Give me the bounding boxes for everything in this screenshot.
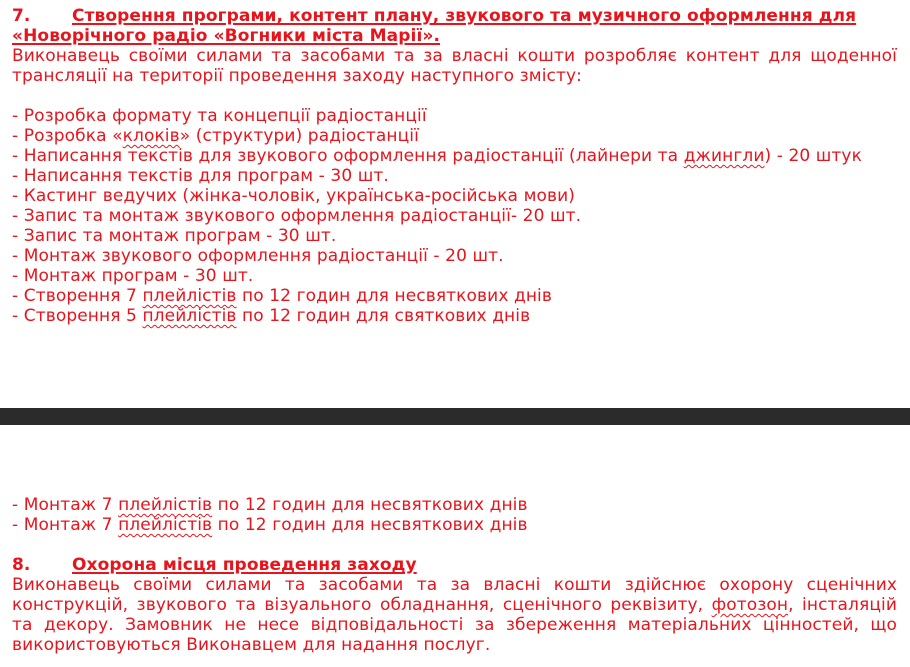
spellcheck-word: джингли	[683, 146, 765, 166]
list-item-text: - Створення 7	[12, 286, 143, 306]
continuation-list	[12, 495, 897, 535]
list-item-text: - Написання текстів для програм - 30 шт.	[12, 166, 389, 186]
list-item-text-end: по 12 годин для несвяткових днів	[212, 495, 528, 515]
list-item-text: - Монтаж 7	[12, 495, 119, 515]
list-item	[12, 226, 897, 246]
list-item	[12, 126, 897, 146]
spellcheck-word: плейлістів	[118, 515, 213, 535]
list-item-text-end: » (структури) радіостанції	[179, 126, 419, 146]
list-item-text-end: ) - 20 штук	[764, 146, 862, 166]
list-item-text-end: по 12 годин для несвяткових днів	[212, 515, 528, 535]
spellcheck-word: клоків	[122, 126, 180, 146]
list-item	[12, 246, 897, 266]
spellcheck-word: плейлістів	[142, 286, 237, 306]
section-7-list	[12, 106, 897, 326]
list-item	[12, 106, 897, 126]
list-item	[12, 495, 897, 515]
section-8-body	[12, 575, 897, 655]
section-7	[12, 6, 897, 326]
blank-line	[12, 86, 897, 106]
list-item-text: - Розробка «	[12, 126, 123, 146]
list-item	[12, 286, 897, 306]
list-item-text: - Написання текстів для звукового оформлення радіостанції (лайнери та	[12, 146, 684, 166]
list-item	[12, 306, 897, 326]
section-8-title: Охорона місця проведення заходу	[72, 555, 417, 575]
section-7-number: 7.	[12, 6, 31, 26]
list-item-text: - Розробка формату та концепції радіостанції	[12, 106, 427, 126]
list-item	[12, 186, 897, 206]
list-item-text: - Створення 5	[12, 306, 143, 326]
section-7-title-line1: Створення програми, контент плану, звукового та музичного оформлення для	[72, 6, 857, 26]
list-item-text-end: по 12 годин для святкових днів	[236, 306, 531, 326]
list-item-text: - Запис та монтаж звукового оформлення радіостанції- 20 шт.	[12, 206, 582, 226]
blank-line	[12, 535, 897, 555]
list-item-text: - Монтаж програм - 30 шт.	[12, 266, 254, 286]
list-item	[12, 146, 897, 166]
section-7-title-line2: «Новорічного радіо «Вогники міста Марії».	[12, 26, 441, 46]
section-7-intro: Виконавець своїми силами та засобами та за власні кошти розробляє контент для щоденної трансляції на території проведення заходу наступного змісту:	[12, 46, 897, 86]
section-8-number: 8.	[12, 555, 31, 575]
list-item	[12, 515, 897, 535]
list-item	[12, 266, 897, 286]
spellcheck-word: фотозон	[711, 595, 789, 615]
section-8-body-text-end: , інсталяцій та декору. Замовник не несе відповідальності за збереження матеріальних цінностей, що використовуються Виконавцем для надання послуг.	[12, 595, 897, 655]
continuation-and-section-8	[12, 495, 897, 655]
list-item	[12, 166, 897, 186]
list-item-text-end: по 12 годин для несвяткових днів	[236, 286, 552, 306]
spellcheck-word: плейлістів	[142, 306, 237, 326]
list-item-text: - Монтаж 7	[12, 515, 119, 535]
spellcheck-word: плейлістів	[118, 495, 213, 515]
list-item-text: - Кастинг ведучих (жінка-чоловік, українська-російська мови)	[12, 186, 576, 206]
section-7-heading	[12, 6, 897, 46]
section-8-heading	[12, 555, 897, 575]
document-page-bottom	[0, 425, 910, 667]
page-break-bar	[0, 408, 910, 425]
list-item	[12, 206, 897, 226]
list-item-text: - Монтаж звукового оформлення радіостанції - 20 шт.	[12, 246, 504, 266]
section-8-body-text: Виконавець своїми силами та засобами та за власні кошти здійснює охорону сценічних конструкцій, звукового та візуального обладнання, сценічного реквізиту,	[12, 575, 897, 615]
list-item-text: - Запис та монтаж програм - 30 шт.	[12, 226, 337, 246]
